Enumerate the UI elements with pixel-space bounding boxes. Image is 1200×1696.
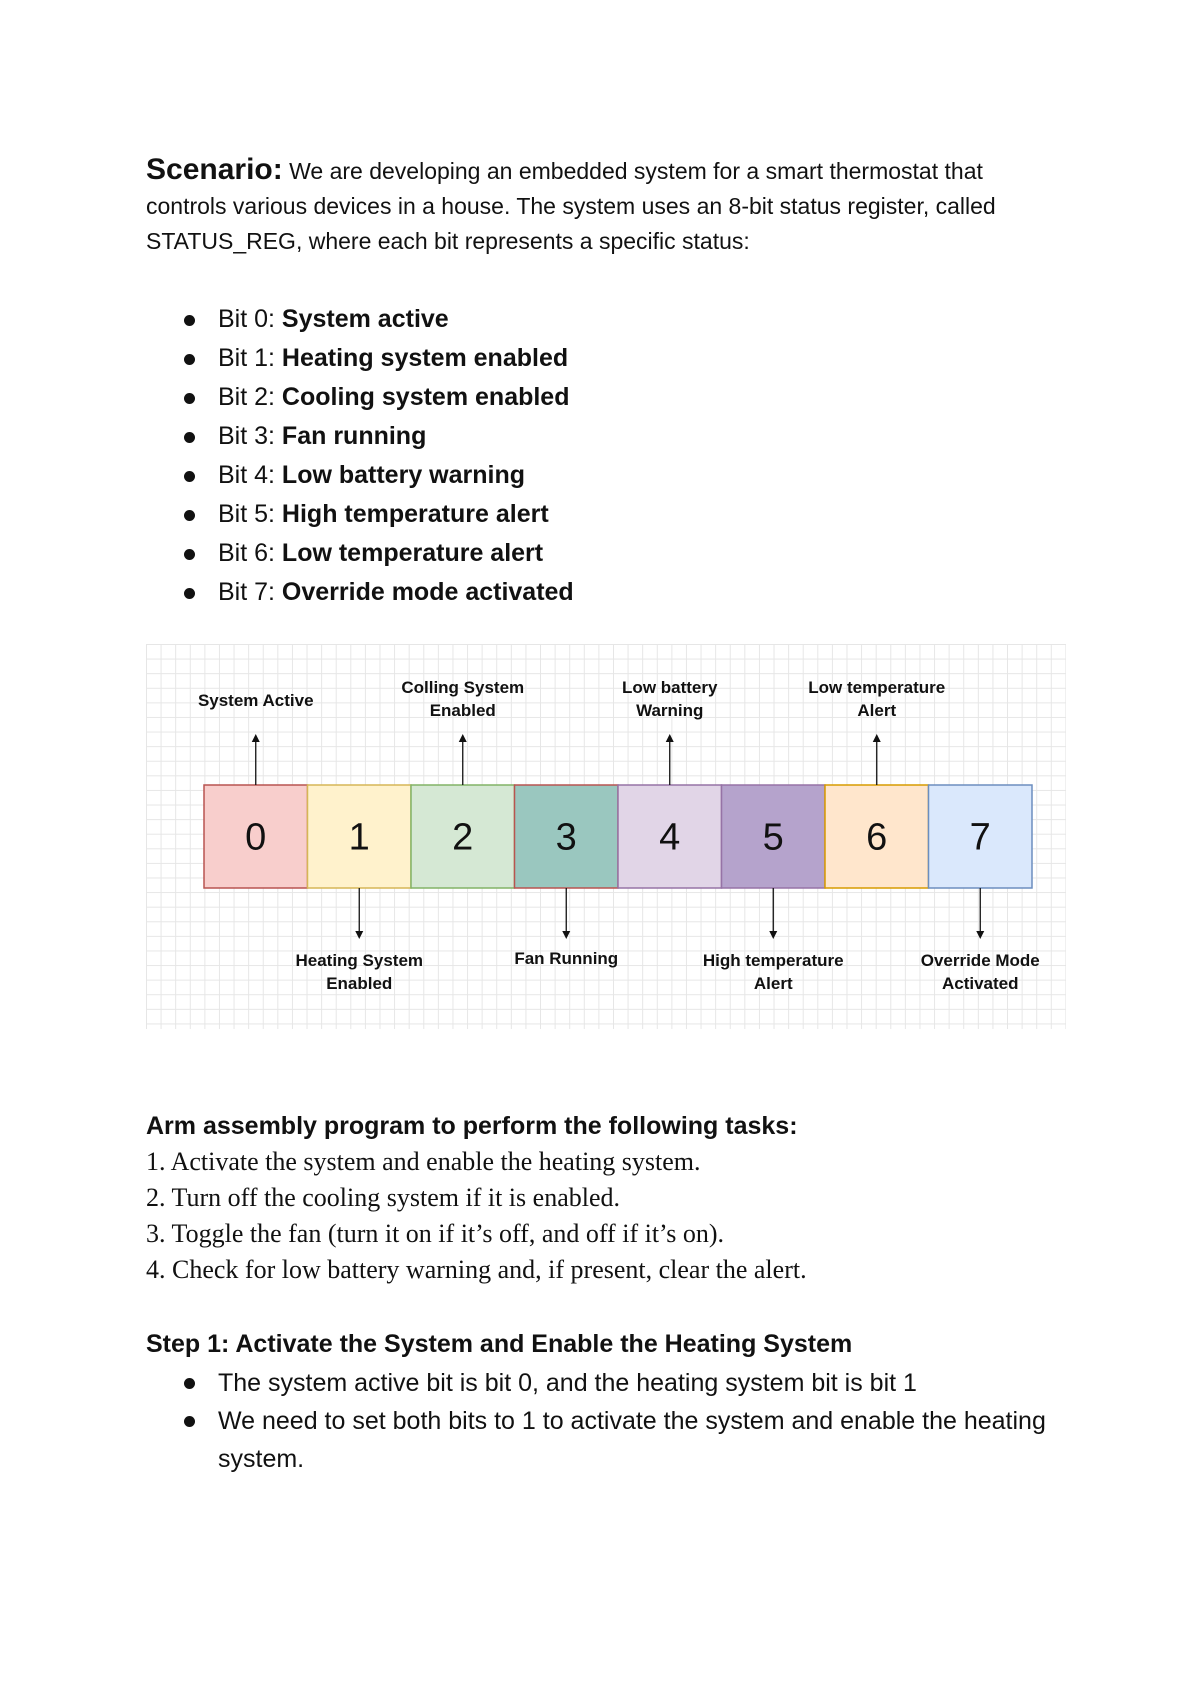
bit-label: High temperature alert [281, 500, 549, 528]
bit-list-item [146, 417, 1046, 456]
bit-label: Override mode activated [281, 578, 574, 606]
bit-number-3: 3 [555, 816, 577, 859]
bit-label-text: Activated [941, 974, 1019, 993]
bit-label-text: Enabled [429, 701, 496, 720]
status-register-diagram [146, 644, 1066, 1029]
step1-text: We need to set both bits to 1 to activate the system and enable the heating system. [218, 1407, 1046, 1473]
step1-item [146, 1364, 1076, 1402]
step1-text: The system active bit is bit 0, and the heating system bit is bit 1 [218, 1369, 917, 1397]
bit-list-item [146, 339, 1046, 378]
arrow-down-icon [562, 931, 570, 939]
bit-number-5: 5 [762, 816, 784, 859]
arrow-down-icon [769, 931, 777, 939]
bit-prefix: Bit 3: [218, 422, 282, 450]
bullet-icon [184, 315, 195, 326]
bit-label: Low battery warning [281, 461, 526, 489]
tasks-section [146, 1108, 1076, 1288]
bullet-icon [184, 549, 195, 560]
bit-label: Cooling system enabled [281, 383, 570, 411]
bit-label-text: Heating System [295, 951, 424, 970]
step1-list [146, 1364, 1076, 1478]
bit-list-item [146, 456, 1046, 495]
bullet-icon [184, 510, 195, 521]
bit-label-text: Alert [857, 701, 897, 720]
bullet-icon [184, 393, 195, 404]
bit-list-item [146, 534, 1046, 573]
arrow-down-icon [355, 931, 363, 939]
scenario-lead: Scenario: [146, 153, 283, 186]
bit-number-0: 0 [245, 816, 267, 859]
bit-prefix: Bit 4: [218, 461, 282, 489]
bit-list [146, 300, 1046, 612]
arrow-up-icon [666, 734, 674, 742]
status-register-svg [146, 644, 1066, 1029]
step1-heading: Step 1: Activate the System and Enable the Heating System [146, 1330, 853, 1358]
bit-list-item [146, 495, 1046, 534]
bit-prefix: Bit 1: [218, 344, 282, 372]
bullet-icon [184, 354, 195, 365]
bit-label-text: Low temperature [808, 678, 946, 697]
bullet-icon [184, 588, 195, 599]
bit-label-text: Warning [636, 701, 704, 720]
bit-prefix: Bit 6: [218, 539, 282, 567]
tasks-heading: Arm assembly program to perform the following tasks: [146, 1112, 798, 1140]
task-item: 2. Turn off the cooling system if it is enabled. [146, 1183, 620, 1212]
bit-label-text: High temperature [702, 951, 844, 970]
bit-number-4: 4 [659, 816, 681, 859]
bit-list-item [146, 378, 1046, 417]
bit-number-1: 1 [348, 816, 370, 859]
bullet-icon [184, 1378, 195, 1389]
arrow-up-icon [459, 734, 467, 742]
bit-prefix: Bit 5: [218, 500, 282, 528]
bit-label-text: System Active [197, 691, 314, 710]
bit-label-text: Low battery [622, 678, 718, 697]
bit-label-text: Fan Running [514, 949, 619, 968]
bit-label: Heating system enabled [281, 344, 569, 372]
bit-label: System active [281, 305, 449, 333]
bit-list-item [146, 300, 1046, 339]
task-item: 1. Activate the system and enable the heating system. [146, 1147, 701, 1176]
bullet-icon [184, 471, 195, 482]
bit-label: Low temperature alert [281, 539, 544, 567]
scenario-paragraph [146, 152, 1066, 259]
bit-label-text: Enabled [326, 974, 393, 993]
arrow-up-icon [252, 734, 260, 742]
bit-list-item [146, 573, 1046, 612]
bit-label-text: Override Mode [920, 951, 1040, 970]
bit-number-2: 2 [452, 816, 474, 859]
bit-label-text: Colling System [401, 678, 525, 697]
scenario-text: We are developing an embedded system for a smart thermostat that controls various devices in a house. The system uses an 8-bit status register, called STATUS_REG, where each bit represents a specific status: [146, 158, 996, 254]
bit-label-text: Alert [753, 974, 793, 993]
task-item: 3. Toggle the fan (turn it on if it’s off, and off if it’s on). [146, 1219, 725, 1248]
bit-prefix: Bit 2: [218, 383, 282, 411]
arrow-up-icon [873, 734, 881, 742]
bit-prefix: Bit 7: [218, 578, 282, 606]
bit-prefix: Bit 0: [218, 305, 282, 333]
bit-number-6: 6 [866, 816, 888, 859]
bit-number-7: 7 [969, 816, 991, 859]
step1-item [146, 1402, 1076, 1478]
task-item: 4. Check for low battery warning and, if present, clear the alert. [146, 1255, 807, 1284]
bit-label: Fan running [281, 422, 427, 450]
arrow-down-icon [976, 931, 984, 939]
bullet-icon [184, 1416, 195, 1427]
bullet-icon [184, 432, 195, 443]
